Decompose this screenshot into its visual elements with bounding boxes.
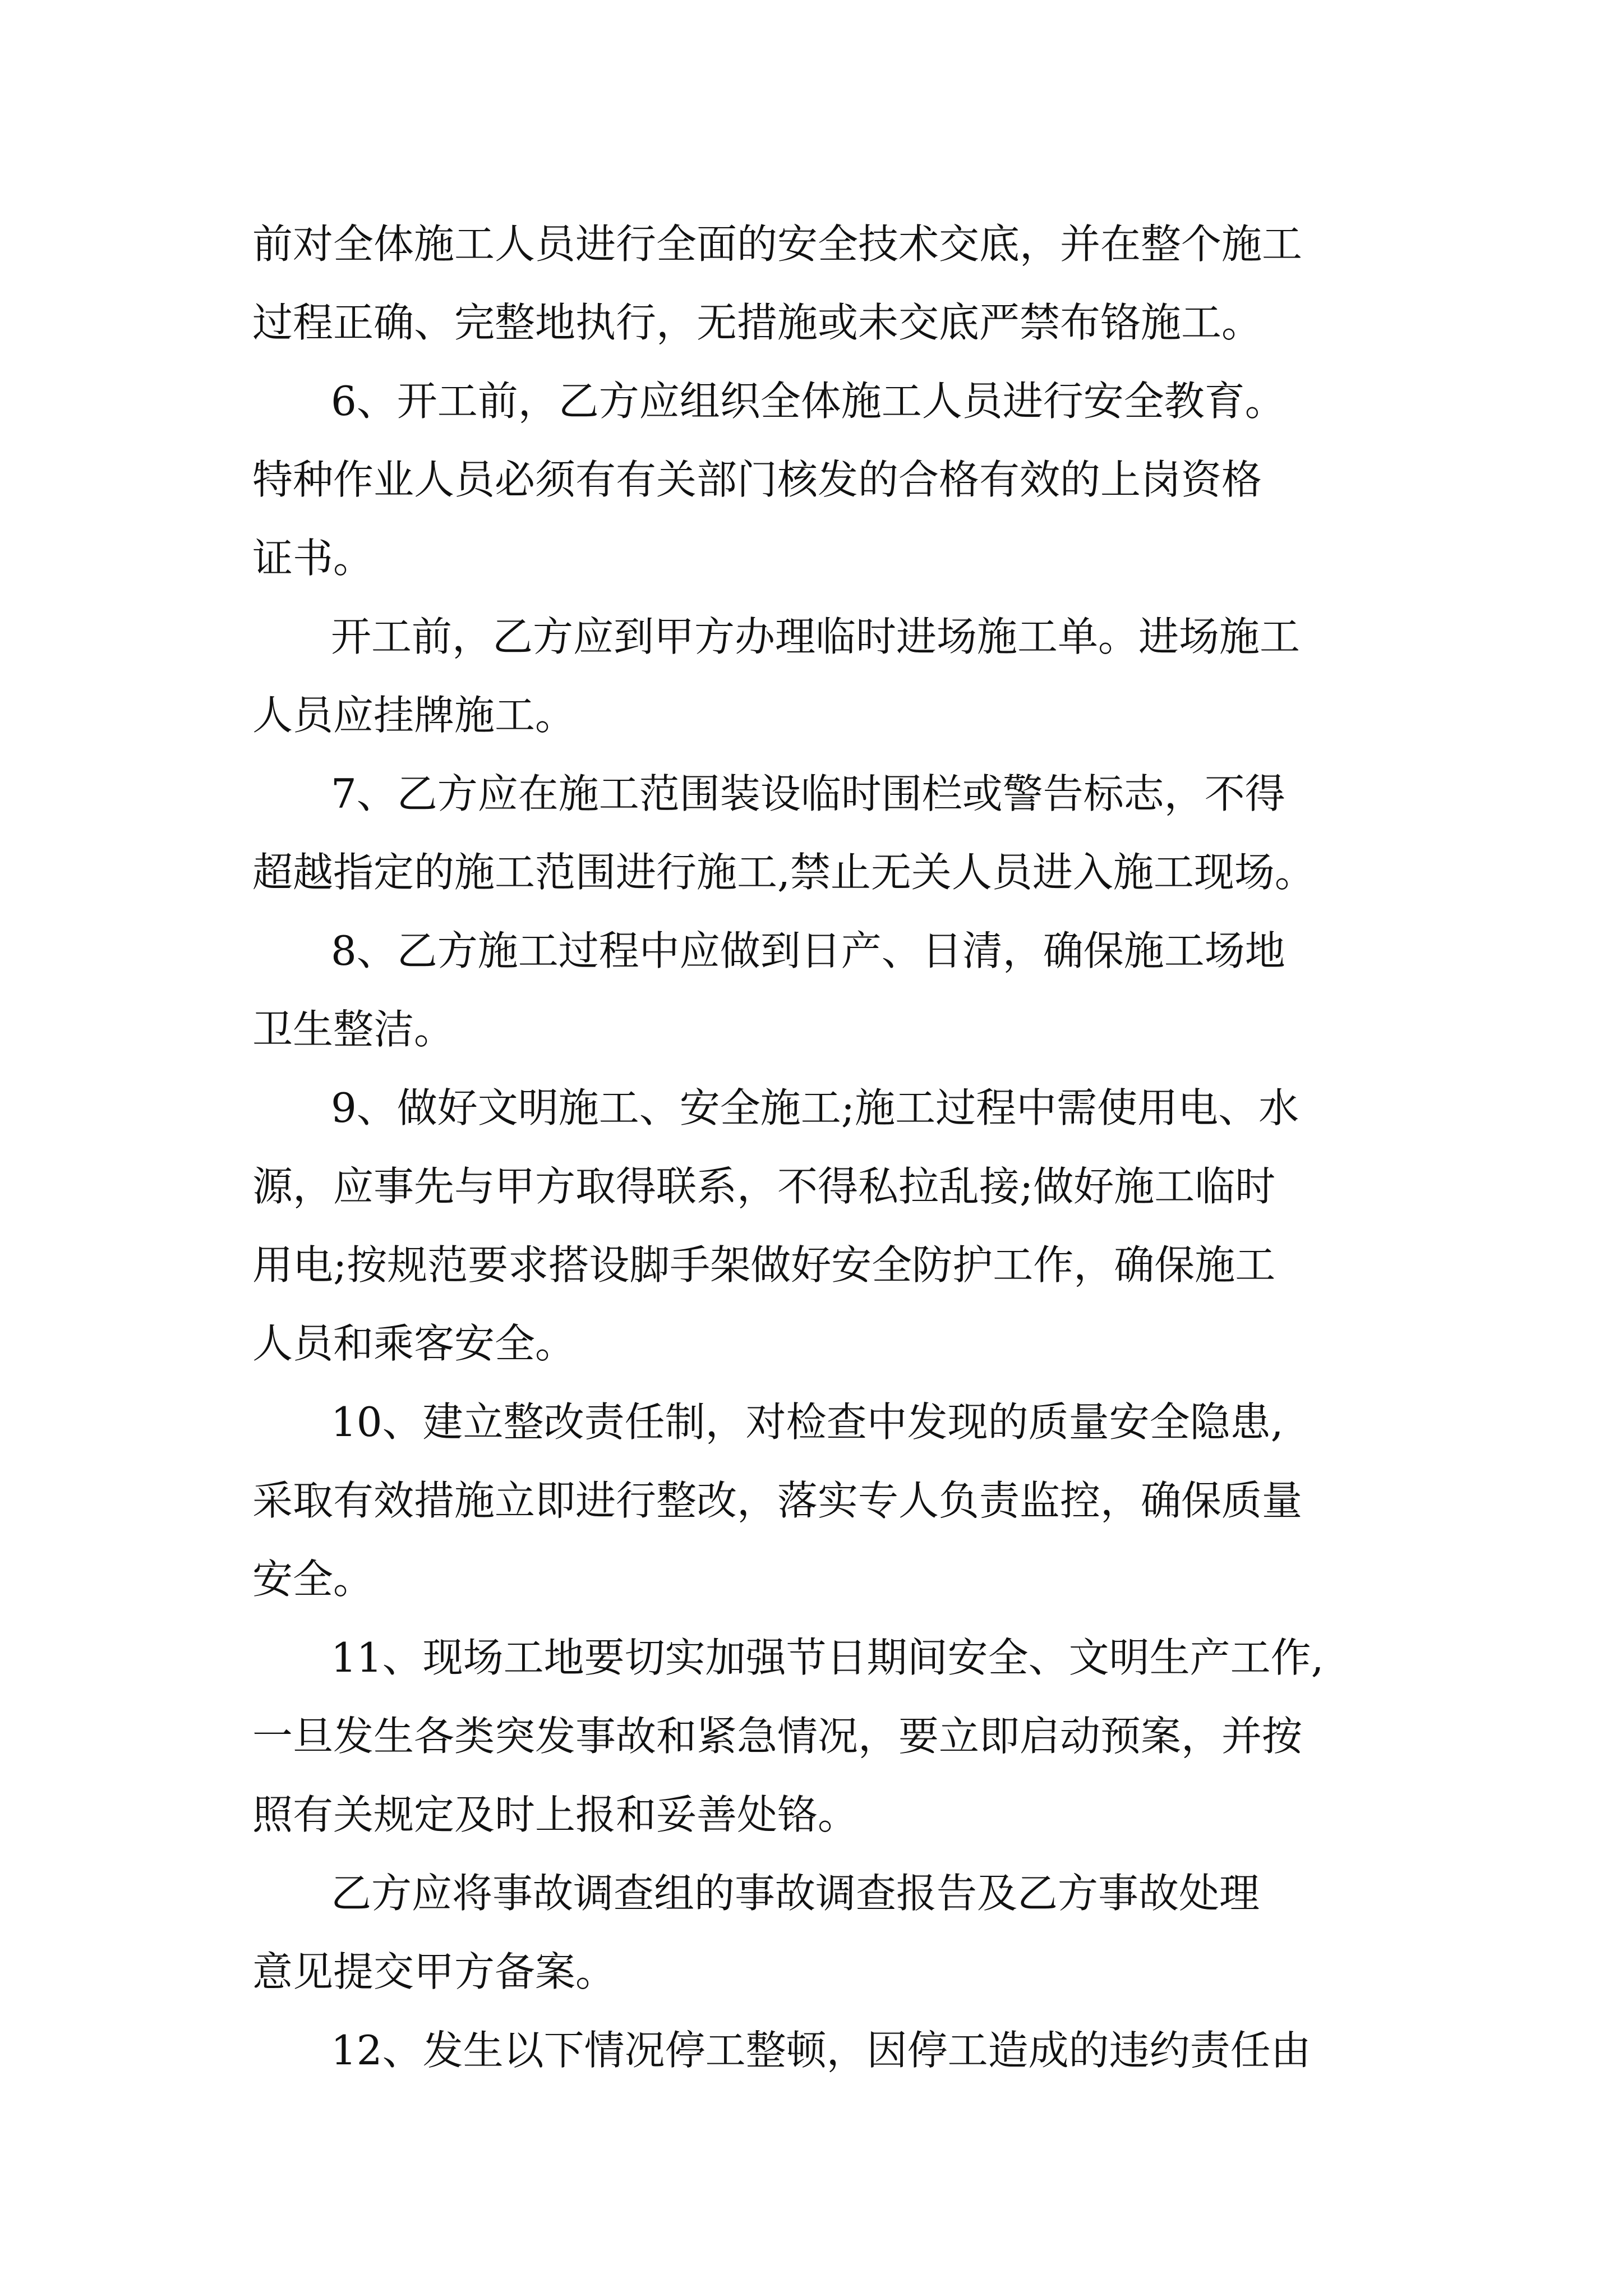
paragraph-line: 7、乙方应在施工范围装设临时围栏或警告标志，不得 [331,770,1285,817]
paragraph-line: 证书。 [252,535,374,582]
paragraph-line: 10、建立整改责任制，对检查中发现的质量安全隐患, [331,1398,1284,1446]
paragraph-line: 一旦发生各类突发事故和紧急情况，要立即启动预案，并按 [252,1713,1303,1760]
paragraph-line: 8、乙方施工过程中应做到日产、日清，确保施工场地 [331,927,1285,974]
paragraph-line: 特种作业人员必须有有关部门核发的合格有效的上岗资格 [252,456,1262,503]
paragraph-line: 安全。 [252,1556,374,1603]
paragraph-line: 意见提交甲方备案。 [252,1948,616,1995]
paragraph-line: 人员和乘客安全。 [252,1320,576,1367]
paragraph-line: 9、做好文明施工、安全施工;施工过程中需使用电、水 [331,1084,1299,1131]
paragraph-line: 卫生整洁。 [252,1006,455,1053]
paragraph-line: 用电;按规范要求搭设脚手架做好安全防护工作，确保施工 [252,1241,1276,1289]
paragraph-line: 超越指定的施工范围进行施工,禁止无关人员进入施工现场。 [252,849,1315,896]
paragraph-line: 开工前，乙方应到甲方办理临时进场施工单。进场施工 [331,613,1301,660]
paragraph-line: 6、开工前，乙方应组织全体施工人员进行安全教育。 [331,378,1285,425]
paragraph-line: 照有关规定及时上报和妥善处铬。 [252,1791,859,1838]
paragraph-line: 乙方应将事故调查组的事故调查报告及乙方事故处理 [331,1870,1260,1917]
paragraph-line: 采取有效措施立即进行整改，落实专人负责监控，确保质量 [252,1477,1303,1524]
paragraph-line: 前对全体施工人员进行全面的安全技术交底，并在整个施工 [252,220,1303,268]
paragraph-line: 过程正确、完整地执行，无措施或未交底严禁布铬施工。 [252,299,1262,346]
paragraph-line: 12、发生以下情况停工整顿，因停工造成的违约责任由 [331,2027,1311,2074]
paragraph-line: 源，应事先与甲方取得联系，不得私拉乱接;做好施工临时 [252,1163,1276,1210]
paragraph-line: 人员应挂牌施工。 [252,692,576,739]
paragraph-line: 11、现场工地要切实加强节日期间安全、文明生产工作, [331,1634,1324,1681]
